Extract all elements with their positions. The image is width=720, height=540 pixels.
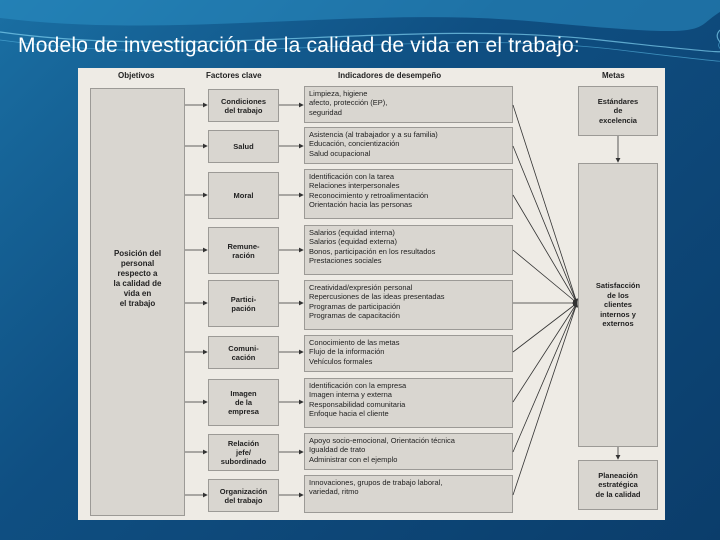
indicator-condiciones: Limpieza, higiene afecto, protección (EP), seguridad (304, 86, 513, 123)
indicator-salud: Asistencia (al trabajador y a su familia) Educación, concientización Salud ocupacional (304, 127, 513, 164)
diagram-scan (78, 68, 665, 520)
indicator-remuneracion: Salarios (equidad interna) Salarios (equidad externa) Bonos, participación en los resultados Prestaciones sociales (304, 225, 513, 275)
indicator-moral: Identificación con la tarea Relaciones interpersonales Reconocimiento y retroalimentación Orientación hacia las personas (304, 169, 513, 219)
factor-remuneracion: Remune- ración (208, 227, 279, 274)
arrow-ind-goal-3 (513, 195, 577, 303)
factor-condiciones: Condiciones del trabajo (208, 89, 279, 122)
slide-title: Modelo de investigación de la calidad de vida en el trabajo: (18, 34, 580, 57)
arrow-ind-goal-2 (513, 146, 577, 303)
indicator-organizacion: Innovaciones, grupos de trabajo laboral, variedad, ritmo (304, 475, 513, 513)
factor-salud: Salud (208, 130, 279, 163)
arrow-ind-goal-1 (513, 105, 577, 303)
header-goals: Metas (602, 71, 625, 80)
arrow-ind-goal-4 (513, 250, 577, 303)
header-indicators: Indicadores de desempeño (338, 71, 442, 80)
header-objectives: Objetivos (118, 71, 155, 80)
factor-participacion: Partici- pación (208, 280, 279, 327)
factor-organizacion: Organización del trabajo (208, 479, 279, 512)
indicator-comunicacion: Conocimiento de las metas Flujo de la información Vehículos formales (304, 335, 513, 372)
factor-comunicacion: Comuni- cación (208, 336, 279, 369)
indicator-imagen: Identificación con la empresa Imagen interna y externa Responsabilidad comunitaria Enfoque hacia el cliente (304, 378, 513, 428)
arrow-ind-goal-9 (513, 303, 577, 495)
arrow-ind-goal-7 (513, 303, 577, 402)
arrow-ind-goal-6 (513, 303, 577, 352)
factor-moral: Moral (208, 172, 279, 219)
objective-label: Posición del personal respecto a la calidad de vida en el trabajo (113, 249, 162, 308)
indicator-relacion: Apoyo socio-emocional, Orientación técnica Igualdad de trato Administrar con el ejemplo (304, 433, 513, 470)
header-factors: Factores clave (206, 71, 262, 80)
factor-imagen: Imagen de la empresa (208, 379, 279, 426)
factor-relacion: Relación jefe/ subordinado (208, 434, 279, 471)
goal-estandares: Estándares de excelencia (578, 86, 658, 136)
goal-planeacion: Planeación estratégica de la calidad (578, 460, 658, 510)
goal-satisfaccion: Satisfacción de los clientes internos y externos (578, 163, 658, 447)
indicator-participacion: Creatividad/expresión personal Repercusiones de las ideas presentadas Programas de participación Programas de capacitación (304, 280, 513, 330)
connector-arrows (78, 68, 665, 520)
arrow-ind-goal-8 (513, 303, 577, 452)
